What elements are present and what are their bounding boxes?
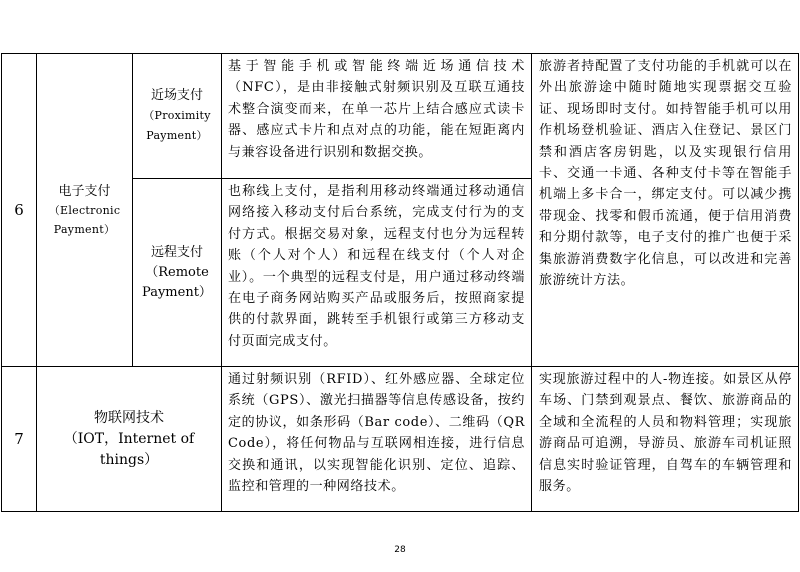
category-english: （Electronic Payment）	[48, 203, 121, 236]
category-name: 物联网技术	[94, 409, 164, 426]
subcategory-cell	[133, 179, 222, 367]
subcategory-english: （Remote Payment）	[142, 264, 212, 300]
row-number: 7	[2, 367, 37, 512]
application-cell: 实现旅游过程中的人-物连接。如景区从停车场、门禁到观景点、餐饮、旅游商品的全域和全流程的人员和物料管理；实现旅游商品可追溯，导游员、旅游车司机证照信息实时验证管理，自驾车的车辆管理和服务。	[532, 367, 799, 512]
category-english: （IOT，Internet of things）	[63, 430, 195, 468]
tech-table	[1, 53, 799, 512]
description-cell: 基于智能手机或智能终端近场通信技术（NFC），是由非接触式射频识别及互联互通技术整合演变而来，在单一芯片上结合感应式读卡器、感应式卡片和点对点的功能，能在短距离内与兼容设备进行识别和数据交换。	[222, 54, 532, 179]
category-cell	[37, 367, 222, 512]
category-cell	[37, 54, 133, 367]
description-cell: 通过射频识别（RFID）、红外感应器、全球定位系统（GPS）、激光扫描器等信息传感设备，按约定的协议，如条形码（Bar code）、二维码（QR Code），将任何物品与互联网相连接，进行信息交换和通讯，以实现智能化识别、定位、追踪、监控和管理的一种网络技术。	[222, 367, 532, 512]
table-row	[2, 54, 799, 179]
category-name: 电子支付	[58, 183, 111, 199]
row-number: 6	[2, 54, 37, 367]
table-row	[2, 367, 799, 512]
subcategory-name: 远程支付	[150, 244, 203, 260]
page-number: 28	[394, 545, 406, 555]
description-cell: 也称线上支付，是指利用移动终端通过移动通信网络接入移动支付后台系统，完成支付行为的支付方式。根据交易对象，远程支付也分为远程转账（个人对个人）和远程在线支付（个人对企业）。一个典型的远程支付是，用户通过移动终端在电子商务网站购买产品或服务后，按照商家提供的付款界面，跳转至手机银行或第三方移动支付页面完成支付。	[222, 179, 532, 367]
subcategory-name: 近场支付	[150, 88, 203, 103]
subcategory-english: （Proximity Payment）	[143, 109, 211, 142]
subcategory-cell	[133, 54, 222, 179]
application-cell: 旅游者持配置了支付功能的手机就可以在外出旅游途中随时随地实现票据交互验证、现场即时支付。如持智能手机可以用作机场登机验证、酒店入住登记、景区门禁和酒店客房钥匙，以及实现银行信用卡、交通一卡通、各种支付卡等在智能手机端上多卡合一，绑定支付。可以减少携带现金、找零和假币流通，便于信用消费和分期付款等，电子支付的推广也便于采集旅游消费数字化信息，可以改进和完善旅游统计方法。	[532, 54, 799, 367]
